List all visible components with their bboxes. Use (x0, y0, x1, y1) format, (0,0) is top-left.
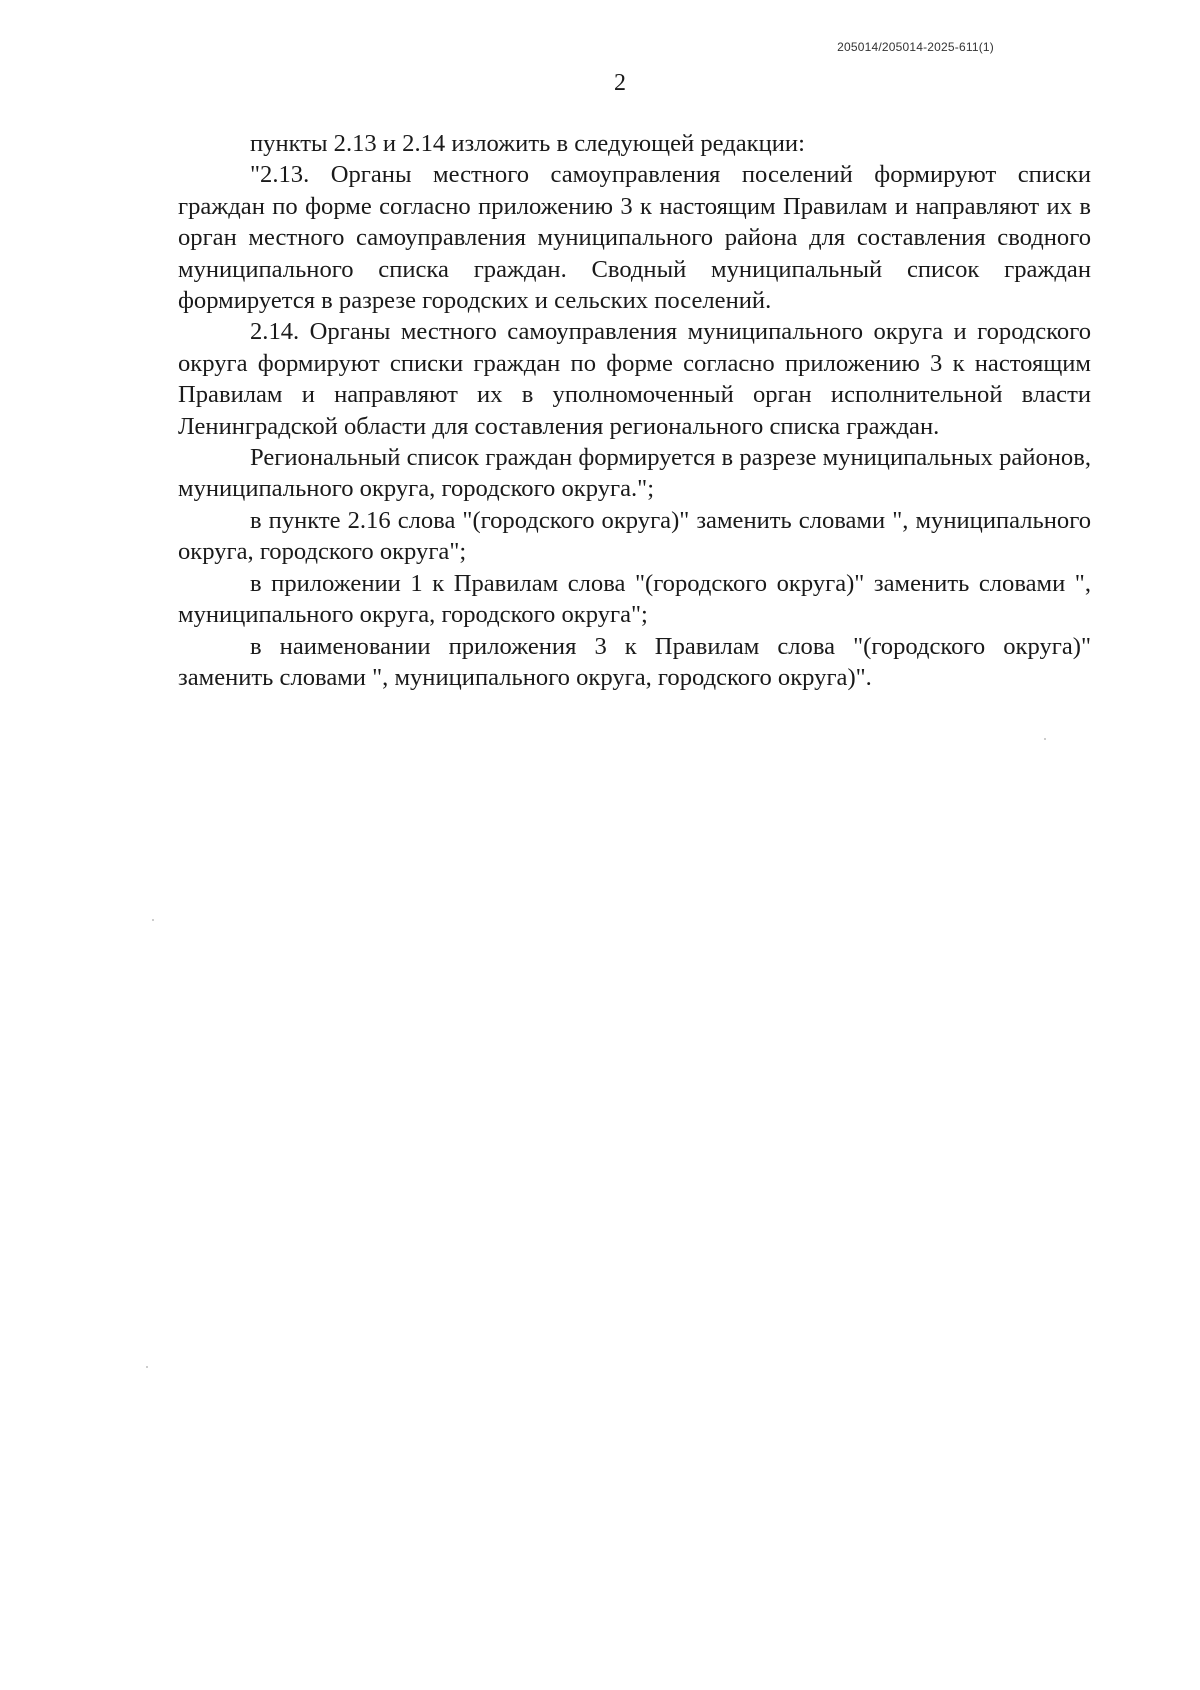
document-id: 205014/205014-2025-611(1) (837, 40, 994, 54)
paragraph-intro: пункты 2.13 и 2.14 изложить в следующей редакции: (250, 130, 805, 157)
scan-artifact (152, 919, 154, 921)
paragraph-appendix-1: в приложении 1 к Правилам слова "(городского округа)" заменить словами ", муниципального округа, городского округа"; (178, 569, 1091, 629)
paragraph-2-13: "2.13. Органы местного самоуправления поселений формируют списки граждан по форме согласно приложению 3 к настоящим Правилам и направляют их в орган местного самоуправления муниципального района для составления сводного муниципального списка граждан. Сводный муниципальный список граждан формируется в разрезе городских и сельских поселений. (178, 161, 1091, 315)
paragraph-2-14: 2.14. Органы местного самоуправления муниципального округа и городского округа формируют списки граждан по форме согласно приложению 3 к настоящим Правилам и направляют их в уполномоченный орган исполнительной власти Ленинградской области для составления регионального списка граждан. (178, 318, 1091, 440)
page-number: 2 (614, 70, 626, 96)
scan-artifact (146, 1366, 148, 1368)
scan-artifact (1044, 738, 1046, 740)
paragraph-2-16: в пункте 2.16 слова "(городского округа)" заменить словами ", муниципального округа, городского округа"; (178, 506, 1091, 566)
paragraph-appendix-3: в наименовании приложения 3 к Правилам слова "(городского округа)" заменить словами ", муниципального округа, городского округа)". (178, 632, 1091, 691)
paragraph-regional-list: Региональный список граждан формируется в разрезе муниципальных районов, муниципального округа, городского округа."; (178, 444, 1091, 503)
document-body (178, 128, 1091, 693)
